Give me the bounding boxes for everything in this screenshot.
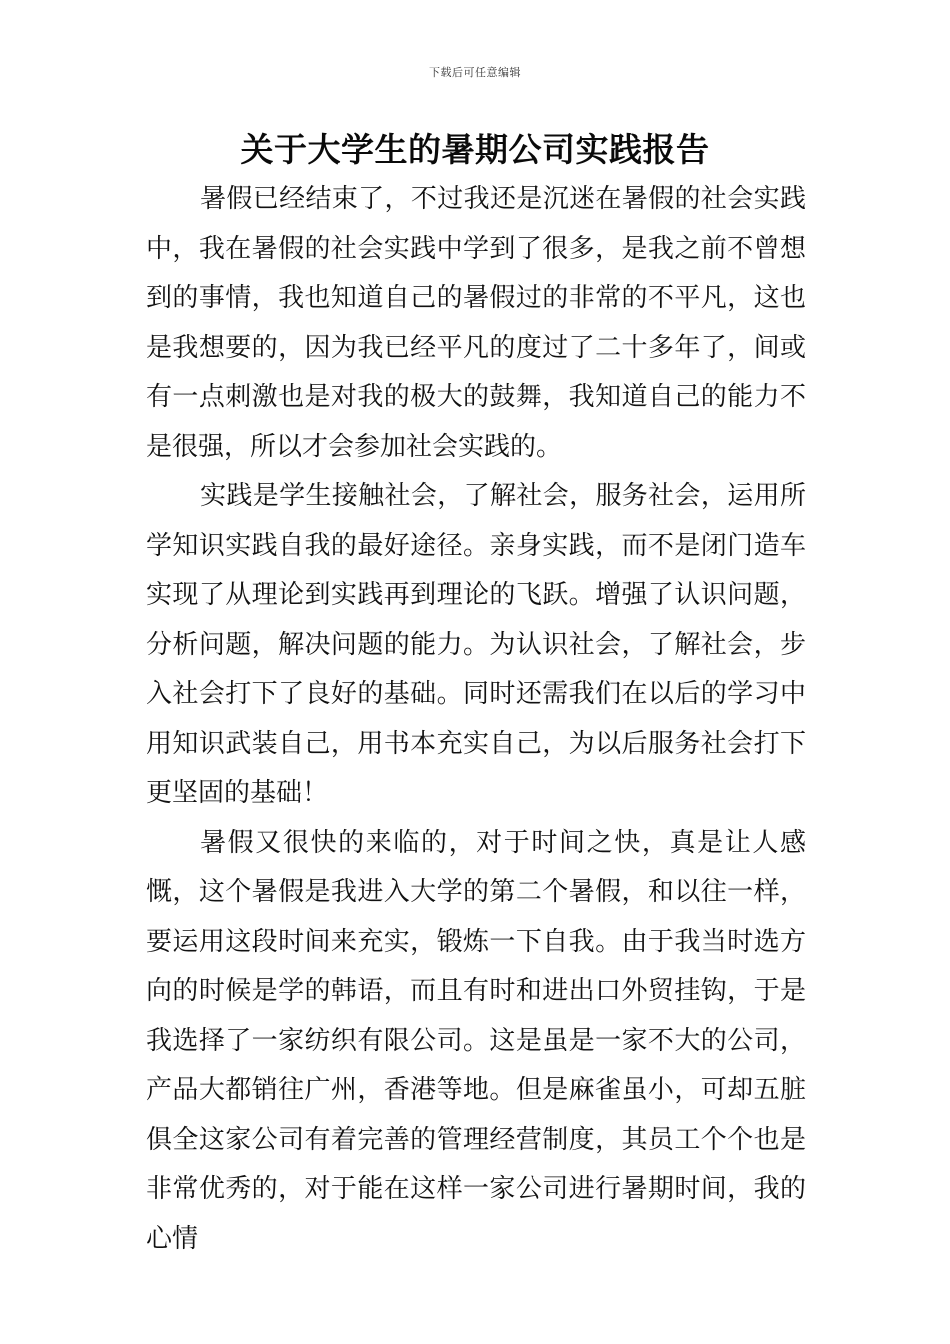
header-note: 下载后可任意编辑: [429, 66, 521, 79]
paragraph-3: 暑假又很快的来临的，对于时间之快，真是让人感慨，这个暑假是我进入大学的第二个暑假，和以往一样，要运用这段时间来充实，锻炼一下自我。由于我当时选方向的时候是学的韩语，而且有时和进出口外贸挂钩，于是我选择了一家纺织有限公司。这是虽是一家不大的公司，产品大都销往广州，香港等地。但是麻雀虽小，可却五脏俱全这家公司有着完善的管理经营制度，其员工个个也是非常优秀的，对于能在这样一家公司进行暑期时间，我的心情: [146, 827, 806, 1254]
paragraph-2: 实践是学生接触社会，了解社会，服务社会，运用所学知识实践自我的最好途径。亲身实践，而不是闭门造车实现了从理论到实践再到理论的飞跃。增强了认识问题，分析问题，解决问题的能力。为认识社会，了解社会，步入社会打下了良好的基础。同时还需我们在以后的学习中用知识武装自己，用书本充实自己，为以后服务社会打下更坚固的基础！: [146, 481, 806, 808]
document-body: [146, 175, 806, 1264]
document-title: 关于大学生的暑期公司实践报告: [240, 130, 710, 169]
paragraph-1: 暑假已经结束了，不过我还是沉迷在暑假的社会实践中，我在暑假的社会实践中学到了很多，是我之前不曾想到的事情，我也知道自己的暑假过的非常的不平凡，这也是我想要的，因为我已经平凡的度过了二十多年了，间或有一点刺激也是对我的极大的鼓舞，我知道自己的能力不是很强，所以才会参加社会实践的。: [146, 184, 806, 462]
